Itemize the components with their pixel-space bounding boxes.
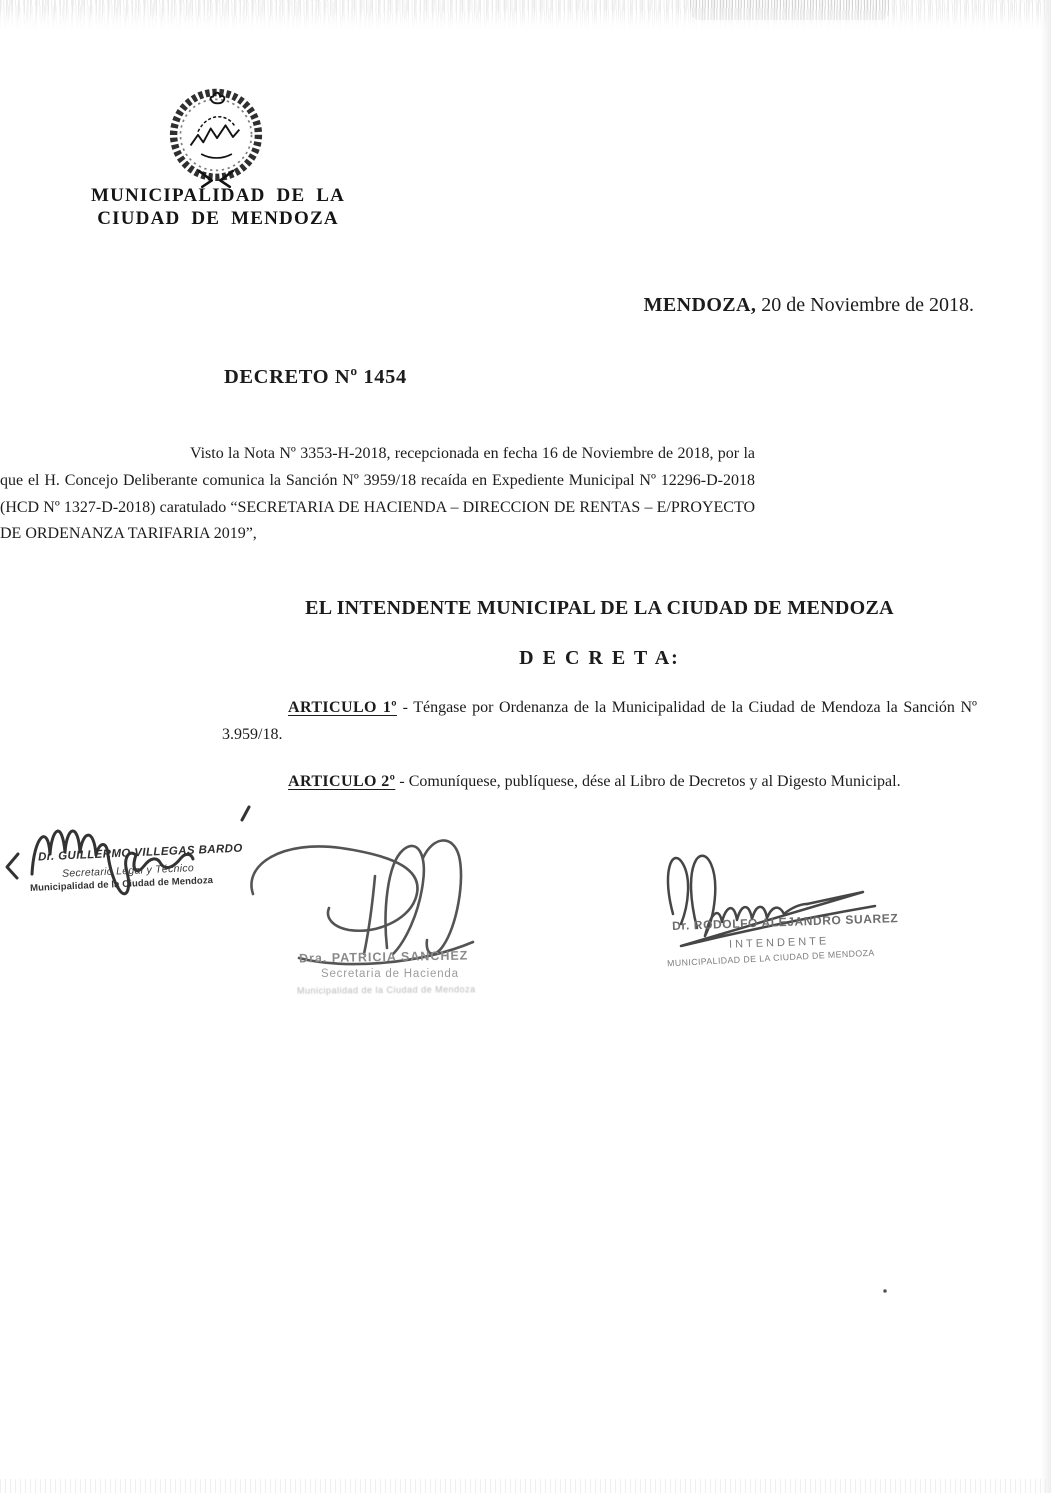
scan-noise-bottom (0, 1479, 1051, 1493)
scan-edge-shadow (1041, 0, 1051, 1493)
org-name (76, 184, 360, 230)
dateline-date: 20 de Noviembre de 2018. (756, 294, 974, 316)
article-1 (222, 695, 977, 749)
stamp-intendente-role: INTENDENTE (728, 935, 830, 951)
scan-noise-top (0, 0, 1051, 28)
stamp-hacienda-org: Municipalidad de la Ciudad de Mendoza (296, 984, 476, 996)
dateline (0, 294, 974, 317)
article-1-text: - Téngase por Ordenanza de la Municipalidad de la Ciudad de Mendoza la Sanción Nº 3.959/18. (222, 699, 978, 743)
dateline-place: MENDOZA, (643, 294, 757, 316)
org-name-line1: MUNICIPALIDAD DE LA (90, 185, 346, 206)
article-2 (222, 769, 977, 796)
stamp-legal-org: Municipalidad de la Ciudad de Mendoza (29, 875, 214, 894)
scan-noise-blob (690, 0, 890, 20)
article-1-label: ARTICULO 1º (288, 699, 397, 716)
heading-decreta: D E C R E T A: (519, 647, 680, 669)
decree-number: DECRETO Nº 1454 (224, 366, 407, 388)
municipal-seal-icon (163, 84, 269, 190)
stamp-legal-role: Secretario Legal y Técnico (61, 862, 195, 880)
org-name-line2: CIUDAD DE MENDOZA (97, 208, 339, 229)
signature-sanchez-icon (235, 828, 515, 1010)
article-2-text: - Comuníquese, publíquese, dése al Libro de Decretos y al Digesto Municipal. (395, 773, 901, 790)
article-2-label: ARTICULO 2º (288, 773, 396, 790)
stamp-legal-name: Dr. GUILLERMO VILLEGAS BARDO (37, 842, 243, 864)
heading-intendente: EL INTENDENTE MUNICIPAL DE LA CIUDAD DE MENDOZA (305, 597, 894, 619)
scan-speck (883, 1289, 887, 1293)
stamp-hacienda-role: Secretaria de Hacienda (321, 968, 459, 980)
stamp-hacienda-name: Dra. PATRICIA SANCHEZ (298, 948, 469, 966)
stamp-intendente-name: Dr. RODOLFO ALEJANDRO SUAREZ (671, 911, 899, 933)
paragraph-visto: Visto la Nota Nº 3353-H-2018, recepcionada en fecha 16 de Noviembre de 2018, por la que el H. Concejo Deliberante comunica la Sanción Nº 3959/18 recaída en Expediente Municipal Nº 12296-D-2018 (HCD Nº 1327-D-2018) caratulado “SECRETARIA DE HACIENDA – DIRECCION DE RENTAS – E/PROYECTO DE ORDENANZA TARIFARIA 2019”, (0, 445, 755, 543)
stamp-intendente-org: MUNICIPALIDAD DE LA CIUDAD DE MENDOZA (666, 947, 875, 969)
